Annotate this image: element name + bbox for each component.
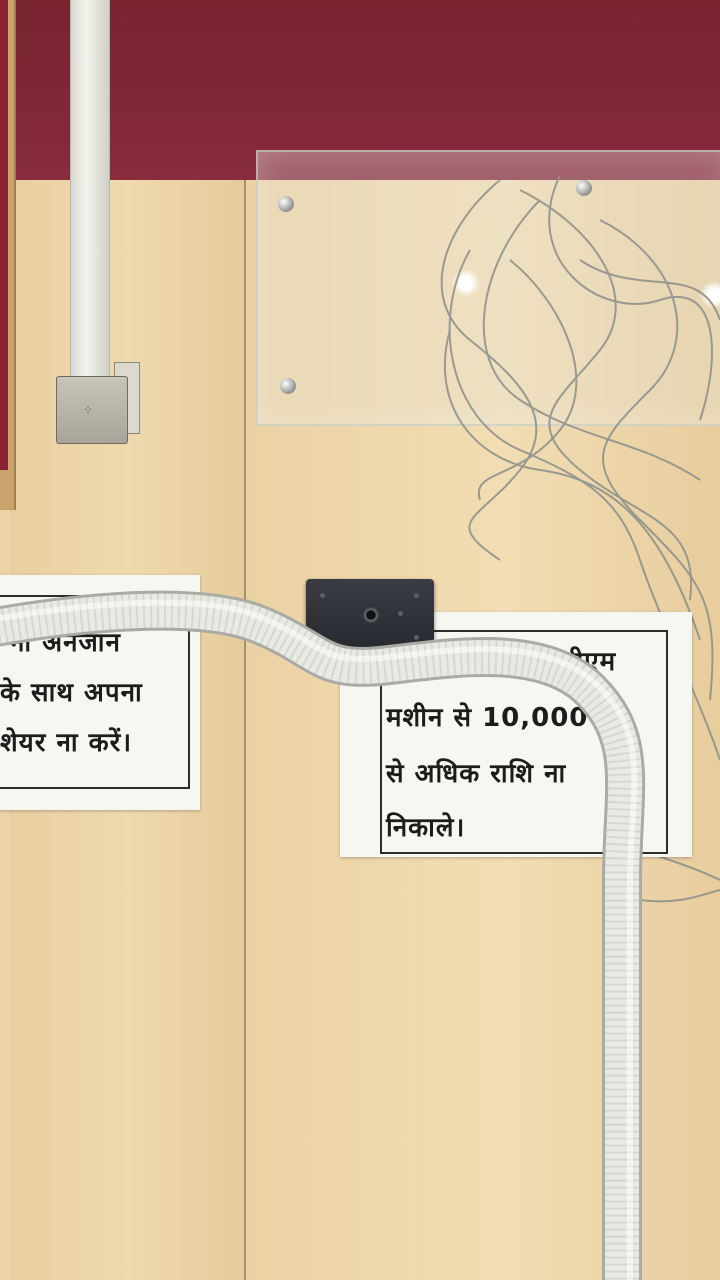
poster-right-line-2: मशीन से 10,000: [386, 703, 589, 733]
poster-right-line-3: से अधिक राशि ना: [386, 759, 567, 789]
poster-left-line-3: शेयर ना करें।: [0, 728, 133, 758]
poster-left-line-2: के साथ अपना: [0, 678, 143, 708]
poster-right-line-4: निकाले।: [386, 813, 466, 843]
poster-left-line-1: ना अनजान: [10, 628, 121, 658]
poster-right-line-1: एटीएम: [548, 647, 617, 677]
speaker-box-icon: ⁘: [56, 376, 128, 444]
